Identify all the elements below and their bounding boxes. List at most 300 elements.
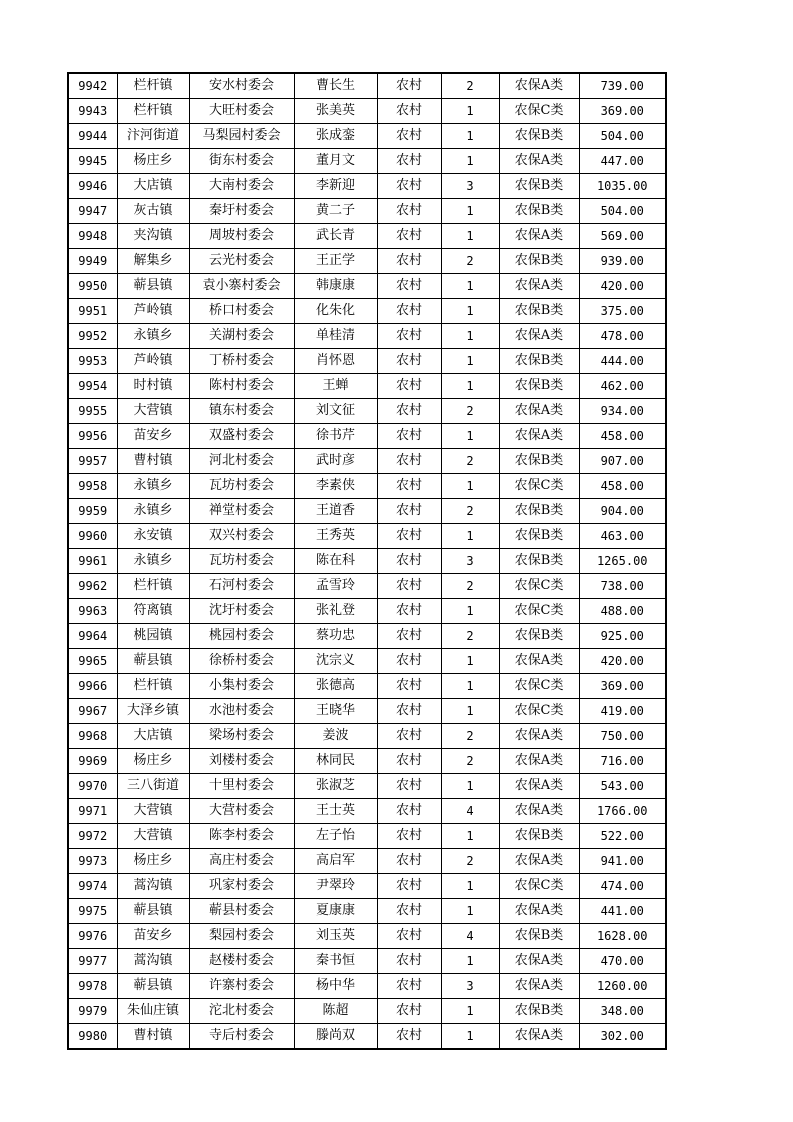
record-id-cell: 9963 [68,599,117,624]
member-count-cell: 1 [441,199,499,224]
amount-cell: 369.00 [579,674,666,699]
record-id-cell: 9945 [68,149,117,174]
insurance-class-cell: 农保A类 [499,724,579,749]
insurance-class-cell: 农保A类 [499,274,579,299]
record-id-cell: 9980 [68,1024,117,1050]
person-name-cell: 武长青 [294,224,377,249]
member-count-cell: 2 [441,749,499,774]
amount-cell: 419.00 [579,699,666,724]
insurance-class-cell: 农保C类 [499,699,579,724]
town-cell: 栏杆镇 [117,99,189,124]
member-count-cell: 1 [441,149,499,174]
member-count-cell: 3 [441,974,499,999]
record-id-cell: 9979 [68,999,117,1024]
person-name-cell: 王道香 [294,499,377,524]
insurance-class-cell: 农保B类 [499,924,579,949]
town-cell: 符离镇 [117,599,189,624]
village-committee-cell: 梨园村委会 [189,924,294,949]
town-cell: 栏杆镇 [117,73,189,99]
member-count-cell: 1 [441,224,499,249]
table-row [68,124,666,149]
amount-cell: 463.00 [579,524,666,549]
village-committee-cell: 马梨园村委会 [189,124,294,149]
insurance-class-cell: 农保C类 [499,874,579,899]
record-id-cell: 9973 [68,849,117,874]
household-type-cell: 农村 [377,374,441,399]
table-row [68,374,666,399]
town-cell: 蕲县镇 [117,899,189,924]
household-type-cell: 农村 [377,174,441,199]
village-committee-cell: 街东村委会 [189,149,294,174]
village-committee-cell: 小集村委会 [189,674,294,699]
member-count-cell: 2 [441,574,499,599]
insurance-class-cell: 农保B类 [499,449,579,474]
table-row [68,224,666,249]
village-committee-cell: 水池村委会 [189,699,294,724]
amount-cell: 716.00 [579,749,666,774]
table-row [68,674,666,699]
member-count-cell: 1 [441,874,499,899]
household-type-cell: 农村 [377,549,441,574]
person-name-cell: 沈宗义 [294,649,377,674]
member-count-cell: 4 [441,924,499,949]
household-type-cell: 农村 [377,449,441,474]
amount-cell: 375.00 [579,299,666,324]
town-cell: 杨庄乡 [117,849,189,874]
amount-cell: 478.00 [579,324,666,349]
record-id-cell: 9962 [68,574,117,599]
table-row [68,1024,666,1050]
insurance-class-cell: 农保B类 [499,199,579,224]
amount-cell: 907.00 [579,449,666,474]
village-committee-cell: 安水村委会 [189,73,294,99]
record-id-cell: 9976 [68,924,117,949]
record-id-cell: 9950 [68,274,117,299]
town-cell: 大营镇 [117,399,189,424]
insurance-class-cell: 农保B类 [499,349,579,374]
town-cell: 苗安乡 [117,924,189,949]
table-row [68,349,666,374]
person-name-cell: 王晓华 [294,699,377,724]
town-cell: 三八街道 [117,774,189,799]
town-cell: 时村镇 [117,374,189,399]
person-name-cell: 肖怀恩 [294,349,377,374]
person-name-cell: 林同民 [294,749,377,774]
household-type-cell: 农村 [377,224,441,249]
town-cell: 栏杆镇 [117,674,189,699]
person-name-cell: 陈在科 [294,549,377,574]
village-committee-cell: 大营村委会 [189,799,294,824]
table-row [68,699,666,724]
table-row [68,149,666,174]
amount-cell: 348.00 [579,999,666,1024]
amount-cell: 447.00 [579,149,666,174]
record-id-cell: 9970 [68,774,117,799]
table-row [68,299,666,324]
table-row [68,724,666,749]
town-cell: 大泽乡镇 [117,699,189,724]
amount-cell: 1035.00 [579,174,666,199]
person-name-cell: 董月文 [294,149,377,174]
town-cell: 蕲县镇 [117,274,189,299]
village-committee-cell: 大旺村委会 [189,99,294,124]
record-id-cell: 9978 [68,974,117,999]
town-cell: 杨庄乡 [117,149,189,174]
household-type-cell: 农村 [377,274,441,299]
amount-cell: 941.00 [579,849,666,874]
member-count-cell: 1 [441,949,499,974]
amount-cell: 441.00 [579,899,666,924]
member-count-cell: 1 [441,99,499,124]
insurance-class-cell: 农保A类 [499,399,579,424]
village-committee-cell: 石河村委会 [189,574,294,599]
amount-cell: 474.00 [579,874,666,899]
record-id-cell: 9974 [68,874,117,899]
town-cell: 芦岭镇 [117,349,189,374]
table-row [68,199,666,224]
amount-cell: 302.00 [579,1024,666,1050]
insurance-class-cell: 农保A类 [499,424,579,449]
village-committee-cell: 桃园村委会 [189,624,294,649]
village-committee-cell: 袁小寨村委会 [189,274,294,299]
member-count-cell: 1 [441,274,499,299]
person-name-cell: 黄二子 [294,199,377,224]
village-committee-cell: 刘楼村委会 [189,749,294,774]
village-committee-cell: 徐桥村委会 [189,649,294,674]
village-committee-cell: 瓦坊村委会 [189,549,294,574]
amount-cell: 504.00 [579,124,666,149]
town-cell: 大店镇 [117,724,189,749]
household-type-cell: 农村 [377,774,441,799]
person-name-cell: 蔡功忠 [294,624,377,649]
town-cell: 大营镇 [117,824,189,849]
village-committee-cell: 大南村委会 [189,174,294,199]
insurance-class-cell: 农保B类 [499,499,579,524]
member-count-cell: 2 [441,449,499,474]
person-name-cell: 曹长生 [294,73,377,99]
town-cell: 蒿沟镇 [117,949,189,974]
insurance-class-cell: 农保A类 [499,849,579,874]
member-count-cell: 1 [441,599,499,624]
table-row [68,73,666,99]
person-name-cell: 张礼登 [294,599,377,624]
table-row [68,249,666,274]
household-type-cell: 农村 [377,73,441,99]
town-cell: 曹村镇 [117,1024,189,1050]
table-row [68,574,666,599]
household-type-cell: 农村 [377,524,441,549]
record-id-cell: 9954 [68,374,117,399]
person-name-cell: 张美英 [294,99,377,124]
member-count-cell: 2 [441,499,499,524]
person-name-cell: 王秀英 [294,524,377,549]
insurance-class-cell: 农保B类 [499,299,579,324]
table-row [68,474,666,499]
household-type-cell: 农村 [377,1024,441,1050]
amount-cell: 925.00 [579,624,666,649]
insurance-class-cell: 农保A类 [499,224,579,249]
record-id-cell: 9958 [68,474,117,499]
member-count-cell: 2 [441,249,499,274]
household-type-cell: 农村 [377,574,441,599]
town-cell: 蕲县镇 [117,649,189,674]
insurance-class-cell: 农保A类 [499,899,579,924]
person-name-cell: 张成銮 [294,124,377,149]
person-name-cell: 滕尚双 [294,1024,377,1050]
town-cell: 苗安乡 [117,424,189,449]
person-name-cell: 单桂清 [294,324,377,349]
record-id-cell: 9943 [68,99,117,124]
record-id-cell: 9969 [68,749,117,774]
insurance-class-cell: 农保A类 [499,1024,579,1050]
member-count-cell: 1 [441,124,499,149]
town-cell: 朱仙庄镇 [117,999,189,1024]
insurance-class-cell: 农保A类 [499,799,579,824]
record-id-cell: 9961 [68,549,117,574]
member-count-cell: 3 [441,174,499,199]
person-name-cell: 李新迎 [294,174,377,199]
household-type-cell: 农村 [377,899,441,924]
member-count-cell: 1 [441,299,499,324]
insurance-class-cell: 农保A类 [499,324,579,349]
town-cell: 永镇乡 [117,499,189,524]
table-row [68,999,666,1024]
member-count-cell: 3 [441,549,499,574]
household-type-cell: 农村 [377,349,441,374]
town-cell: 曹村镇 [117,449,189,474]
household-type-cell: 农村 [377,799,441,824]
table-row [68,949,666,974]
village-committee-cell: 双盛村委会 [189,424,294,449]
amount-cell: 470.00 [579,949,666,974]
village-committee-cell: 禅堂村委会 [189,499,294,524]
household-type-cell: 农村 [377,949,441,974]
amount-cell: 458.00 [579,424,666,449]
town-cell: 大店镇 [117,174,189,199]
insurance-class-cell: 农保A类 [499,974,579,999]
person-name-cell: 姜波 [294,724,377,749]
person-name-cell: 夏康康 [294,899,377,924]
village-committee-cell: 寺后村委会 [189,1024,294,1050]
member-count-cell: 1 [441,349,499,374]
village-committee-cell: 沱北村委会 [189,999,294,1024]
record-id-cell: 9946 [68,174,117,199]
person-name-cell: 张淑芝 [294,774,377,799]
amount-cell: 444.00 [579,349,666,374]
village-committee-cell: 赵楼村委会 [189,949,294,974]
table-row [68,324,666,349]
member-count-cell: 1 [441,899,499,924]
records-table [67,72,667,1050]
member-count-cell: 1 [441,649,499,674]
person-name-cell: 韩康康 [294,274,377,299]
household-type-cell: 农村 [377,299,441,324]
member-count-cell: 1 [441,824,499,849]
town-cell: 永镇乡 [117,324,189,349]
person-name-cell: 王蝉 [294,374,377,399]
insurance-class-cell: 农保B类 [499,624,579,649]
town-cell: 杨庄乡 [117,749,189,774]
town-cell: 汴河街道 [117,124,189,149]
person-name-cell: 武时彦 [294,449,377,474]
record-id-cell: 9960 [68,524,117,549]
table-row [68,624,666,649]
amount-cell: 569.00 [579,224,666,249]
table-row [68,399,666,424]
record-id-cell: 9948 [68,224,117,249]
amount-cell: 1766.00 [579,799,666,824]
record-id-cell: 9951 [68,299,117,324]
table-row [68,649,666,674]
insurance-class-cell: 农保C类 [499,674,579,699]
person-name-cell: 王正学 [294,249,377,274]
insurance-class-cell: 农保C类 [499,474,579,499]
household-type-cell: 农村 [377,674,441,699]
record-id-cell: 9944 [68,124,117,149]
household-type-cell: 农村 [377,699,441,724]
person-name-cell: 秦书恒 [294,949,377,974]
table-row [68,774,666,799]
table-body [68,73,666,1049]
amount-cell: 488.00 [579,599,666,624]
village-committee-cell: 陈村村委会 [189,374,294,399]
table-row [68,99,666,124]
amount-cell: 739.00 [579,73,666,99]
amount-cell: 522.00 [579,824,666,849]
amount-cell: 504.00 [579,199,666,224]
record-id-cell: 9953 [68,349,117,374]
member-count-cell: 4 [441,799,499,824]
table-row [68,874,666,899]
insurance-class-cell: 农保B类 [499,524,579,549]
amount-cell: 1628.00 [579,924,666,949]
amount-cell: 458.00 [579,474,666,499]
member-count-cell: 2 [441,624,499,649]
household-type-cell: 农村 [377,249,441,274]
amount-cell: 904.00 [579,499,666,524]
village-committee-cell: 镇东村委会 [189,399,294,424]
town-cell: 灰古镇 [117,199,189,224]
village-committee-cell: 秦圩村委会 [189,199,294,224]
member-count-cell: 1 [441,524,499,549]
insurance-class-cell: 农保C类 [499,599,579,624]
person-name-cell: 刘文征 [294,399,377,424]
table-row [68,174,666,199]
household-type-cell: 农村 [377,649,441,674]
person-name-cell: 化朱化 [294,299,377,324]
record-id-cell: 9956 [68,424,117,449]
household-type-cell: 农村 [377,749,441,774]
person-name-cell: 张德高 [294,674,377,699]
amount-cell: 934.00 [579,399,666,424]
member-count-cell: 1 [441,324,499,349]
household-type-cell: 农村 [377,124,441,149]
person-name-cell: 徐书芹 [294,424,377,449]
record-id-cell: 9959 [68,499,117,524]
record-id-cell: 9975 [68,899,117,924]
village-committee-cell: 高庄村委会 [189,849,294,874]
village-committee-cell: 桥口村委会 [189,299,294,324]
household-type-cell: 农村 [377,149,441,174]
insurance-class-cell: 农保B类 [499,249,579,274]
table-row [68,549,666,574]
table-row [68,749,666,774]
record-id-cell: 9977 [68,949,117,974]
member-count-cell: 2 [441,73,499,99]
table-row [68,424,666,449]
insurance-class-cell: 农保A类 [499,73,579,99]
household-type-cell: 农村 [377,724,441,749]
member-count-cell: 1 [441,1024,499,1050]
record-id-cell: 9964 [68,624,117,649]
person-name-cell: 刘玉英 [294,924,377,949]
household-type-cell: 农村 [377,999,441,1024]
insurance-class-cell: 农保B类 [499,374,579,399]
insurance-class-cell: 农保B类 [499,824,579,849]
person-name-cell: 杨中华 [294,974,377,999]
village-committee-cell: 十里村委会 [189,774,294,799]
person-name-cell: 孟雪玲 [294,574,377,599]
member-count-cell: 2 [441,849,499,874]
amount-cell: 1265.00 [579,549,666,574]
table-row [68,849,666,874]
table-row [68,524,666,549]
person-name-cell: 王士英 [294,799,377,824]
table-row [68,799,666,824]
member-count-cell: 1 [441,474,499,499]
record-id-cell: 9967 [68,699,117,724]
table-row [68,274,666,299]
person-name-cell: 李素侠 [294,474,377,499]
household-type-cell: 农村 [377,624,441,649]
record-id-cell: 9966 [68,674,117,699]
town-cell: 夹沟镇 [117,224,189,249]
amount-cell: 543.00 [579,774,666,799]
table-row [68,599,666,624]
household-type-cell: 农村 [377,199,441,224]
village-committee-cell: 沈圩村委会 [189,599,294,624]
record-id-cell: 9949 [68,249,117,274]
household-type-cell: 农村 [377,824,441,849]
insurance-class-cell: 农保A类 [499,649,579,674]
household-type-cell: 农村 [377,474,441,499]
amount-cell: 939.00 [579,249,666,274]
household-type-cell: 农村 [377,324,441,349]
town-cell: 大营镇 [117,799,189,824]
member-count-cell: 1 [441,374,499,399]
village-committee-cell: 瓦坊村委会 [189,474,294,499]
household-type-cell: 农村 [377,399,441,424]
member-count-cell: 1 [441,424,499,449]
member-count-cell: 1 [441,774,499,799]
insurance-class-cell: 农保A类 [499,149,579,174]
insurance-class-cell: 农保C类 [499,574,579,599]
table-row [68,449,666,474]
record-id-cell: 9968 [68,724,117,749]
table-row [68,974,666,999]
insurance-class-cell: 农保B类 [499,549,579,574]
record-id-cell: 9971 [68,799,117,824]
person-name-cell: 尹翠玲 [294,874,377,899]
household-type-cell: 农村 [377,99,441,124]
insurance-class-cell: 农保A类 [499,749,579,774]
record-id-cell: 9957 [68,449,117,474]
village-committee-cell: 关湖村委会 [189,324,294,349]
amount-cell: 738.00 [579,574,666,599]
insurance-class-cell: 农保A类 [499,774,579,799]
record-id-cell: 9972 [68,824,117,849]
town-cell: 永安镇 [117,524,189,549]
